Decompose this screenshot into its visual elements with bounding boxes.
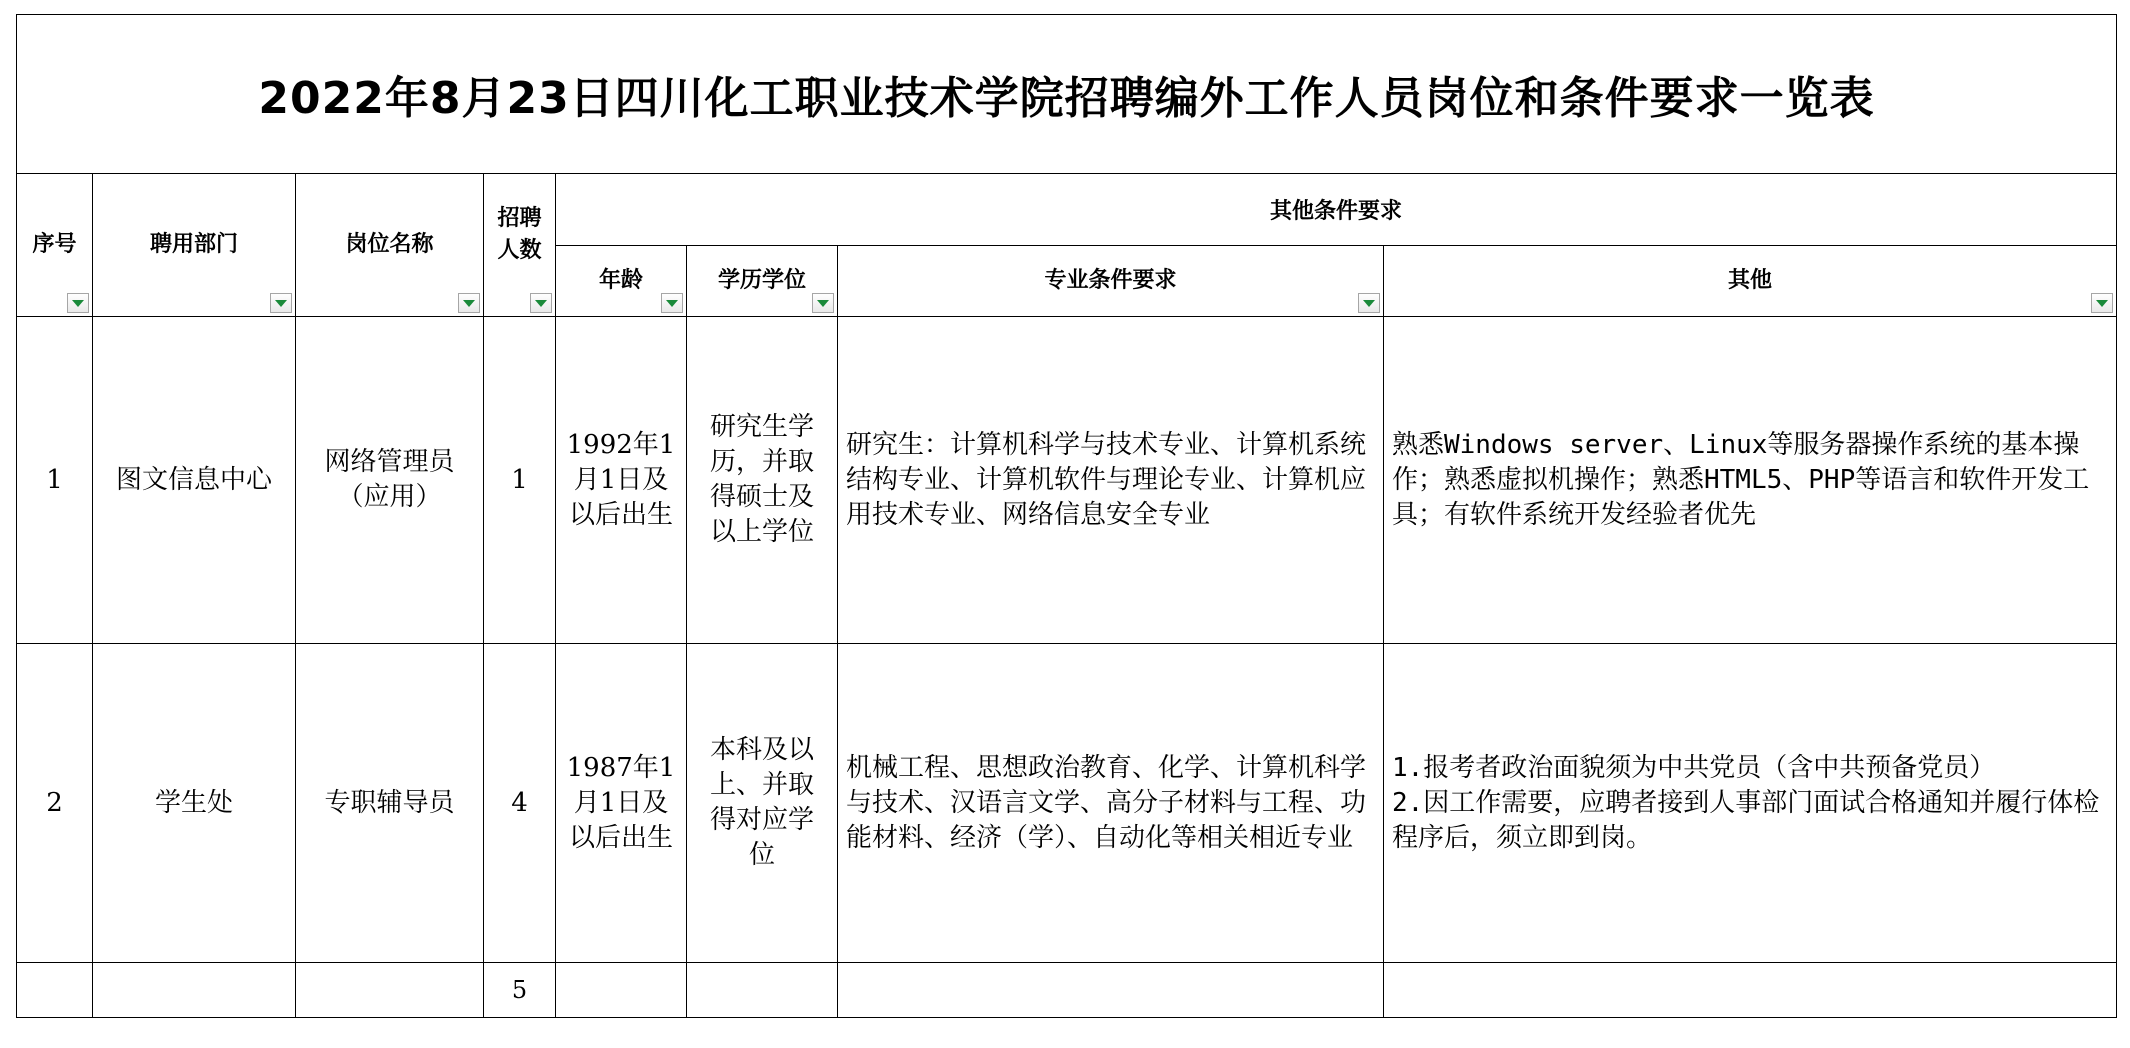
cell-education-line: 上、并取: [709, 770, 814, 800]
filter-dropdown-education[interactable]: [812, 293, 834, 313]
cell-education-line: 位: [748, 840, 775, 870]
cell-empty[interactable]: [687, 963, 838, 1018]
filter-dropdown-major[interactable]: [1358, 293, 1380, 313]
filter-dropdown-other[interactable]: [2091, 293, 2113, 313]
header-other: [1384, 246, 2117, 317]
cell-count[interactable]: 4: [484, 644, 556, 963]
dropdown-arrow-icon: [275, 300, 287, 307]
table-row: [17, 644, 2117, 963]
cell-total-count[interactable]: 5: [484, 963, 556, 1018]
cell-position[interactable]: 专职辅导员: [296, 644, 484, 963]
cell-education-line: 历，并取: [709, 447, 814, 477]
cell-empty[interactable]: [93, 963, 296, 1018]
table-row: [17, 317, 2117, 644]
cell-empty[interactable]: [556, 963, 687, 1018]
recruitment-table: [16, 14, 2117, 1018]
header-count: [484, 174, 556, 317]
header-count-label-1: 招聘: [497, 206, 542, 231]
cell-education-line: 以上学位: [709, 517, 814, 547]
cell-other-line: 2.因工作需要，应聘者接到人事部门面试合格通知并履行体检程序后，须立即到岗。: [1392, 787, 2100, 853]
spreadsheet-sheet: [16, 14, 2116, 1034]
filter-dropdown-age[interactable]: [661, 293, 683, 313]
dropdown-arrow-icon: [2096, 300, 2108, 307]
total-row: [17, 963, 2117, 1018]
cell-position[interactable]: [296, 317, 484, 644]
dropdown-arrow-icon: [1363, 300, 1375, 307]
header-education: [687, 246, 838, 317]
cell-seq[interactable]: 1: [17, 317, 93, 644]
header-position-label: 岗位名称: [345, 232, 434, 257]
filter-dropdown-dept[interactable]: [270, 293, 292, 313]
cell-empty[interactable]: [838, 963, 1384, 1018]
header-seq-label: 序号: [32, 232, 77, 257]
cell-empty[interactable]: [296, 963, 484, 1018]
header-other-label: 其他: [1728, 268, 1773, 293]
cell-position-line: （应用）: [337, 482, 442, 512]
header-seq: [17, 174, 93, 317]
cell-other[interactable]: 熟悉Windows server、Linux等服务器操作系统的基本操作；熟悉虚拟机操作；熟悉HTML5、PHP等语言和软件开发工具；有软件系统开发经验者优先: [1384, 317, 2117, 644]
cell-major[interactable]: 研究生：计算机科学与技术专业、计算机系统结构专业、计算机软件与理论专业、计算机应用技术专业、网络信息安全专业: [838, 317, 1384, 644]
cell-other[interactable]: [1384, 644, 2117, 963]
header-major-label: 专业条件要求: [1044, 268, 1177, 293]
dropdown-arrow-icon: [817, 300, 829, 307]
filter-dropdown-count[interactable]: [530, 293, 552, 313]
cell-education-line: 研究生学: [709, 412, 814, 442]
cell-age[interactable]: [556, 644, 687, 963]
page-title: 2022年8月23日四川化工职业技术学院招聘编外工作人员岗位和条件要求一览表: [17, 15, 2117, 174]
cell-dept[interactable]: 学生处: [93, 644, 296, 963]
header-dept: [93, 174, 296, 317]
cell-count[interactable]: 1: [484, 317, 556, 644]
header-major: [838, 246, 1384, 317]
cell-education[interactable]: [687, 317, 838, 644]
cell-education-line: 得对应学: [709, 805, 814, 835]
dropdown-arrow-icon: [666, 300, 678, 307]
header-other-conditions: 其他条件要求: [556, 174, 2117, 246]
cell-age-line: 1987年1: [566, 752, 676, 783]
cell-education-line: 本科及以: [709, 735, 814, 765]
cell-position-line: 网络管理员: [324, 447, 455, 477]
cell-education[interactable]: [687, 644, 838, 963]
dropdown-arrow-icon: [535, 300, 547, 307]
filter-dropdown-position[interactable]: [458, 293, 480, 313]
cell-major[interactable]: 机械工程、思想政治教育、化学、计算机科学与技术、汉语言文学、高分子材料与工程、功能材料、经济（学）、自动化等相关相近专业: [838, 644, 1384, 963]
cell-age[interactable]: [556, 317, 687, 644]
header-position: [296, 174, 484, 317]
filter-dropdown-seq[interactable]: [67, 293, 89, 313]
cell-age-line: 月1日及: [573, 464, 669, 495]
header-education-label: 学历学位: [717, 268, 806, 293]
cell-empty[interactable]: [17, 963, 93, 1018]
cell-dept[interactable]: 图文信息中心: [93, 317, 296, 644]
header-age-label: 年龄: [598, 268, 643, 293]
header-dept-label: 聘用部门: [149, 232, 238, 257]
dropdown-arrow-icon: [72, 300, 84, 307]
cell-seq[interactable]: 2: [17, 644, 93, 963]
cell-age-line: 以后出生: [568, 499, 673, 530]
cell-education-line: 得硕士及: [709, 482, 814, 512]
cell-other-line: 1.报考者政治面貌须为中共党员（含中共预备党员）: [1392, 752, 1996, 783]
cell-age-line: 以后出生: [568, 822, 673, 853]
header-age: [556, 246, 687, 317]
header-count-label-2: 人数: [497, 238, 542, 263]
dropdown-arrow-icon: [463, 300, 475, 307]
cell-age-line: 1992年1: [566, 429, 676, 460]
cell-age-line: 月1日及: [573, 787, 669, 818]
cell-empty[interactable]: [1384, 963, 2117, 1018]
